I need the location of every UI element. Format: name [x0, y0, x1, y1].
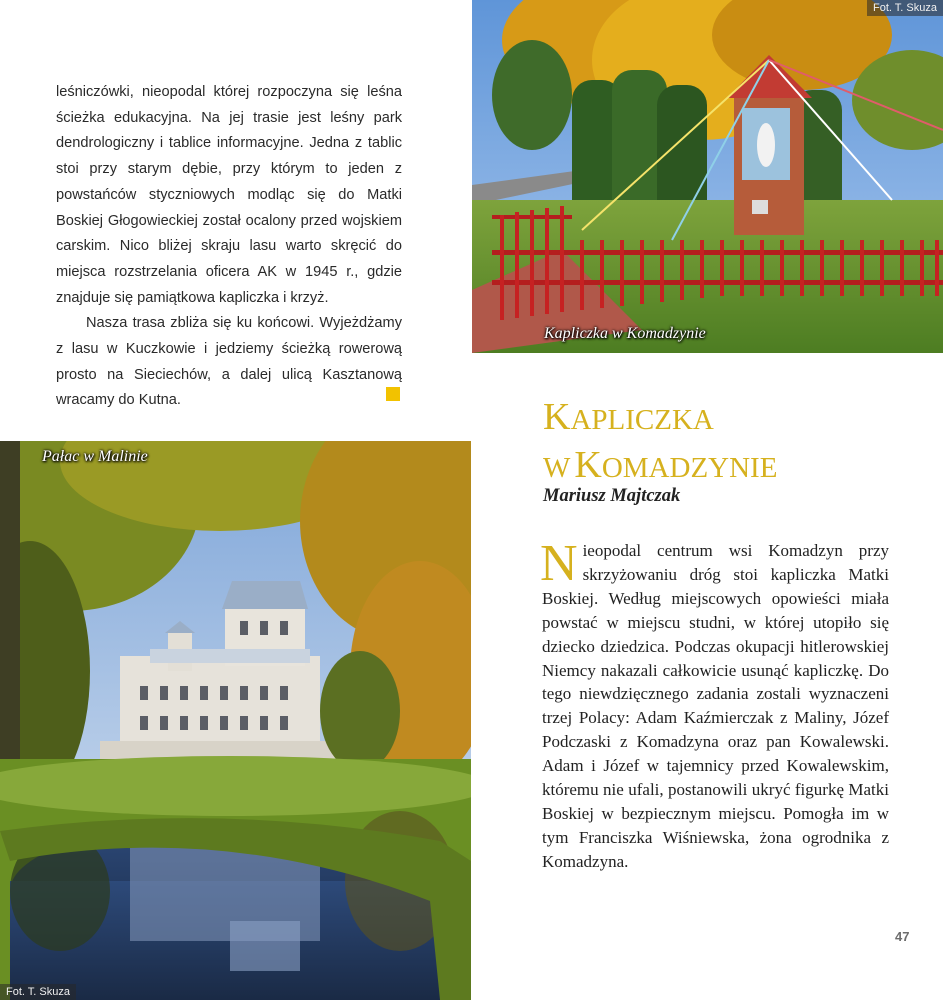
page-number: 47 — [895, 929, 910, 944]
chapel-photo — [472, 0, 943, 353]
continued-text-block — [56, 80, 402, 414]
article-paragraph — [540, 535, 889, 874]
title-initial: K — [574, 444, 602, 486]
title-prefix: W — [543, 452, 571, 484]
text-paragraph-1: leśniczówki, nieopodal której rozpoczyna się leśna ścieżka edukacyjna. Na jej trasie jest leśny park dendrologiczny i tablice informacyjne. Jedna z tablic stoi przy starym dębie, przy którym to jeden z powstańców styczniowych modląc się do Matki Boskiej Głogowieckiej został ocalony przed wojskiem carskim. Nico bliżej skraju lasu warto skręcić do miejsca rozstrzelania oficera AK w 1945 r., gdzie znajduje się pamiątkowa kapliczka i krzyż. — [56, 84, 402, 306]
photo-credit: Fot. T. Skuza — [0, 984, 76, 1000]
photo-caption: Pałac w Malinie — [42, 448, 148, 465]
article-body — [540, 535, 889, 874]
end-of-article-mark — [386, 387, 400, 401]
title-rest: APLICZKA — [570, 404, 714, 436]
drop-cap: N — [540, 535, 578, 592]
text-paragraph-2: Nasza trasa zbliża się ku końcowi. Wyjeżdżamy z lasu w Kuczkowie i jedziemy ścieżką rowerową prosto na Sieciechów, a dalej ulicą Kasztanową wracamy do Kutna. — [56, 315, 402, 409]
palace-photo — [0, 441, 471, 1000]
article-author: Mariusz Majtczak — [543, 486, 681, 506]
title-rest: OMADZYNIE — [601, 452, 778, 484]
title-line-1 — [543, 397, 777, 445]
photo-credit: Fot. T. Skuza — [867, 0, 943, 16]
article-title — [543, 397, 777, 493]
article-text: ieopodal centrum wsi Komadzyn przy skrzyżowaniu dróg stoi kapliczka Matki Boskiej. Według miejscowych opowieści miała powstać w miejscu studni, w której utopiło się dziecko dziedzica. Podczas okupacji hitlerowskiej Niemcy nakazali całkowicie usunąć kapliczkę. Do tego niewdzięcznego zadania zostali wyznaczeni trzej Polacy: Adam Kaźmierczak z Maliny, Józef Podczaski z Komadzyna oraz pan Kowalewski. Adam i Józef w tajemnicy przed Kowalewskim, któremu nie ufali, postanowili ukryć figurkę Matki Boskiej w bezpiecznym miejscu. Pomogła im w tym Franciszka Wiśniewska, żona ogrodnika z Komadzyna. — [542, 541, 889, 871]
photo-caption: Kapliczka w Komadzynie — [544, 325, 706, 342]
title-initial: K — [543, 396, 571, 438]
